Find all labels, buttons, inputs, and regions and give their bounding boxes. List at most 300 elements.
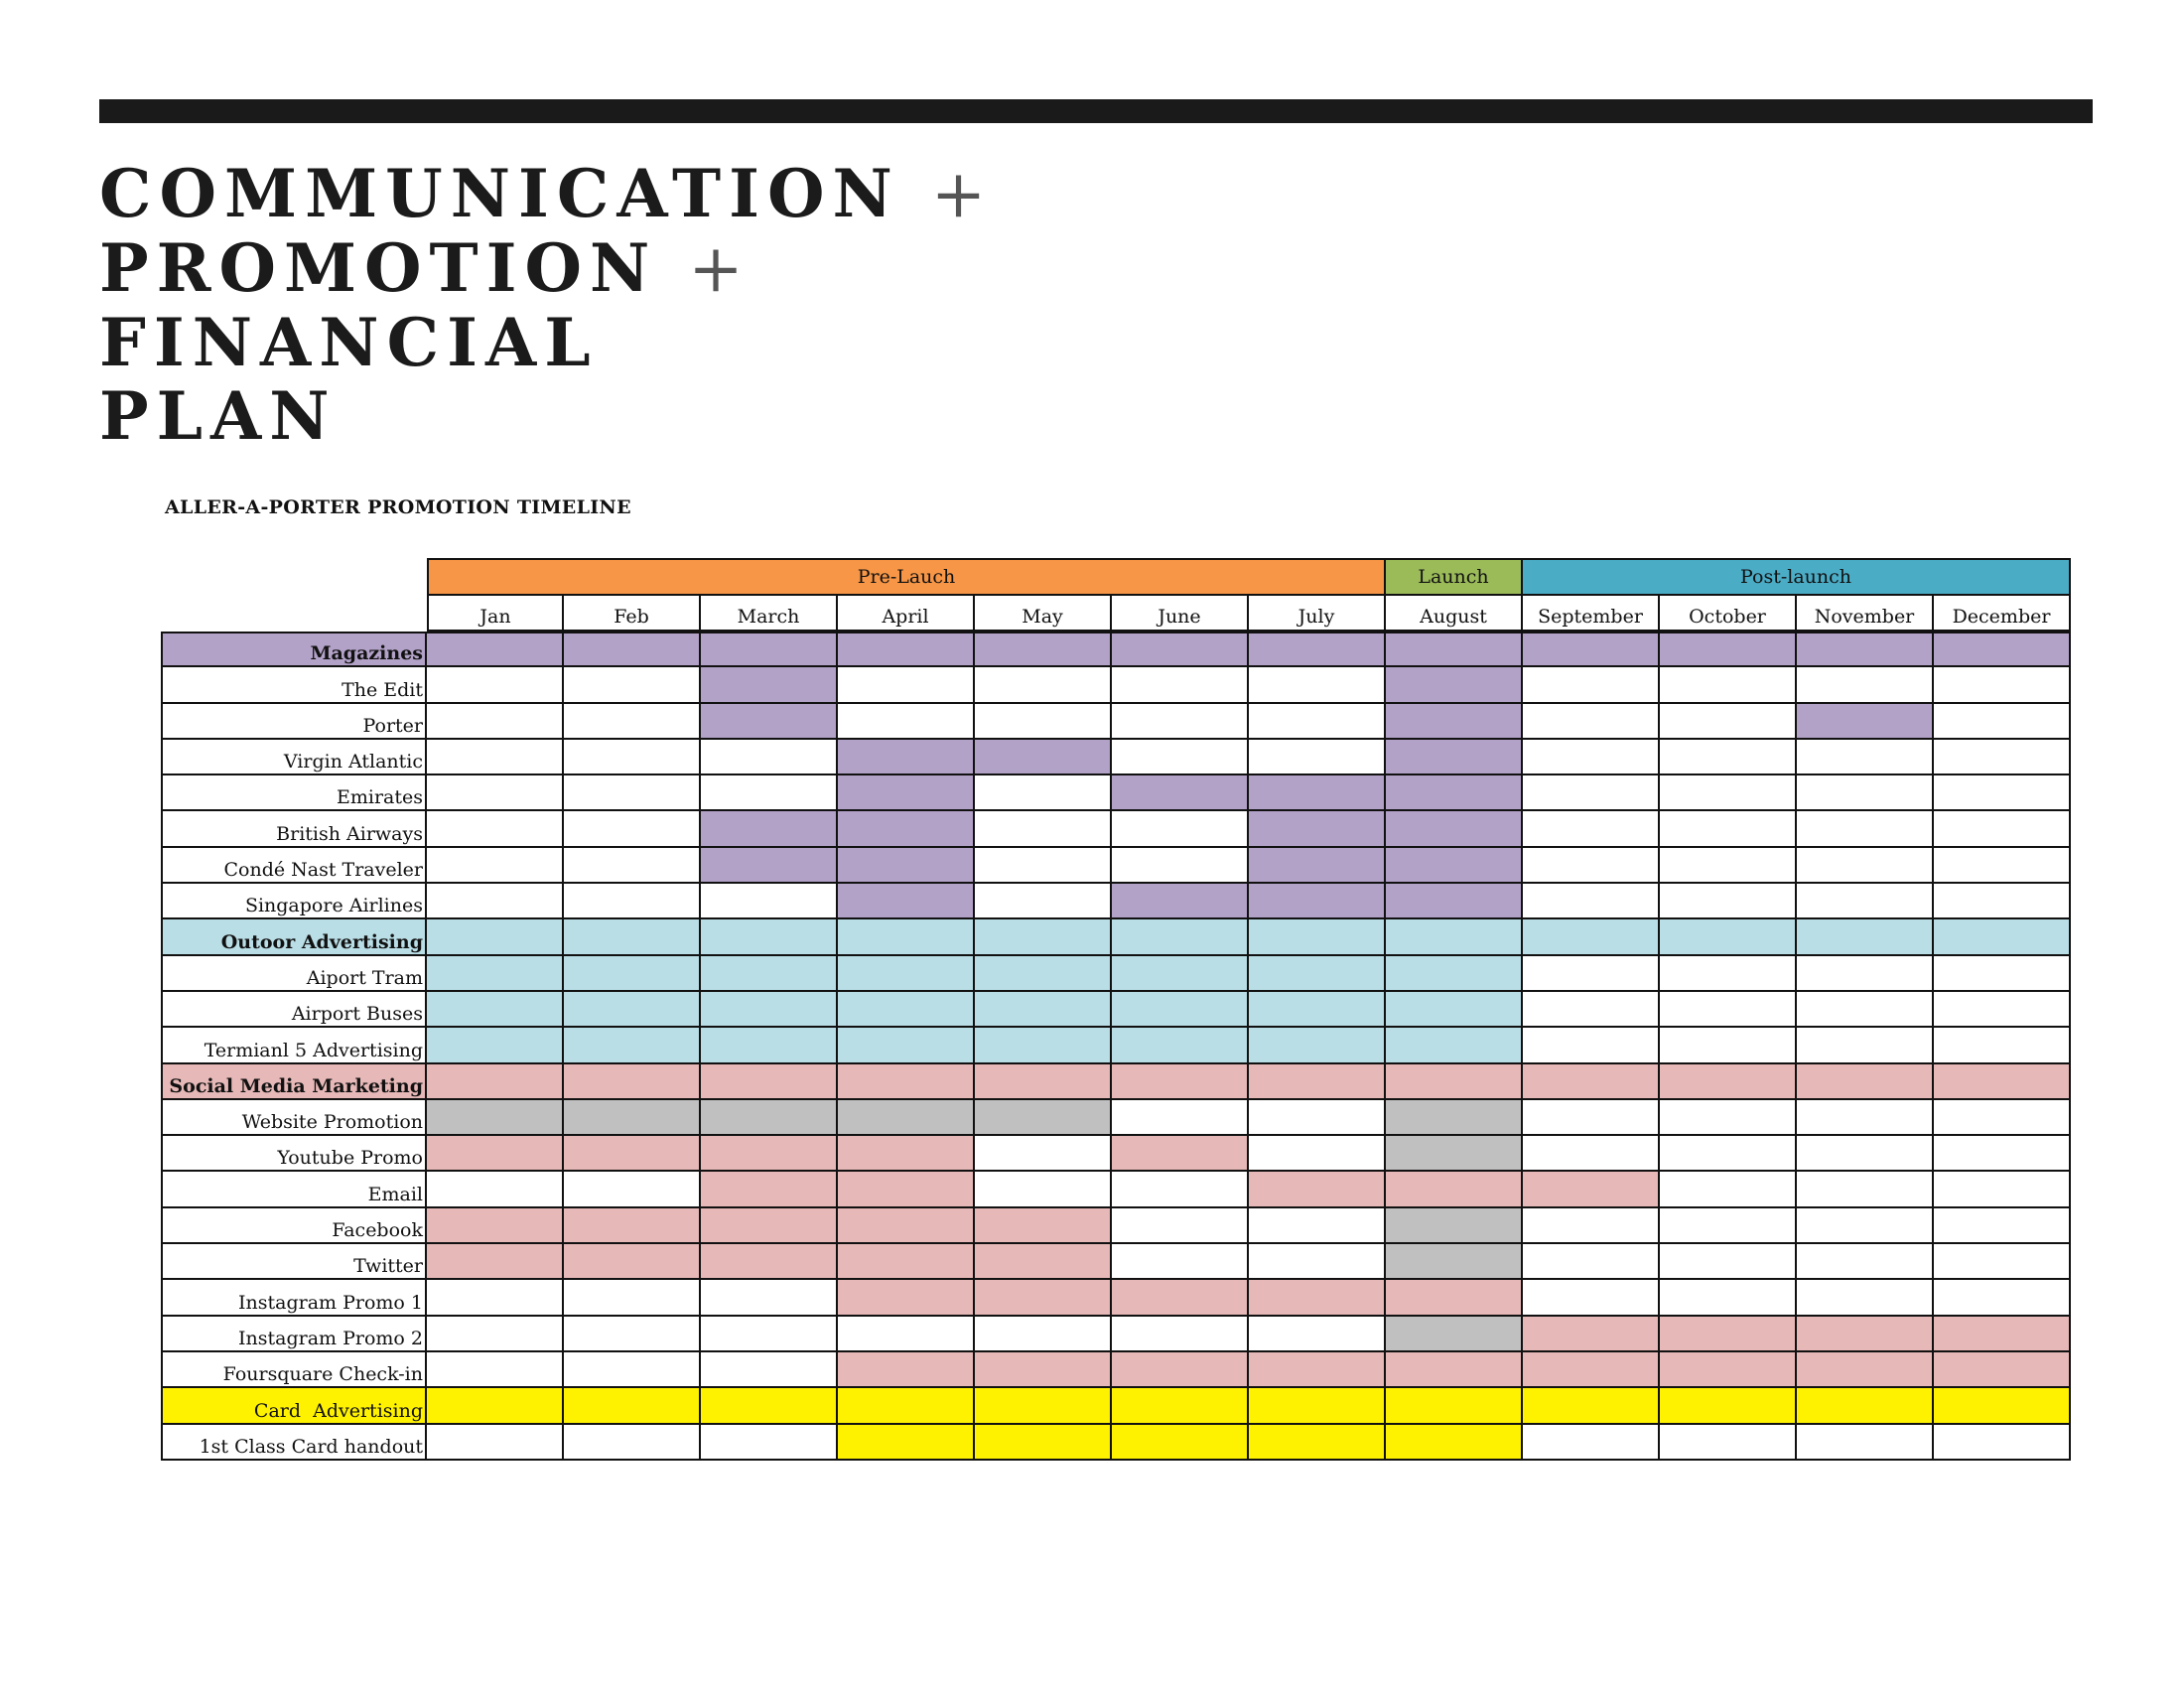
- timeline-cell: [1660, 1317, 1797, 1352]
- timeline-cell: [427, 1136, 564, 1172]
- timeline-cell: [427, 956, 564, 992]
- timeline-cell: [1249, 811, 1386, 847]
- timeline-cell: [838, 1028, 975, 1063]
- phase-header: Pre-Lauch: [427, 558, 1386, 596]
- timeline-cell: [1112, 1244, 1249, 1280]
- timeline-cell: [564, 919, 701, 955]
- timeline-cell: [1523, 667, 1660, 703]
- timeline-cell: [1660, 811, 1797, 847]
- timeline-cell: [1934, 884, 2071, 919]
- row-label: The Edit: [161, 667, 427, 703]
- timeline-cell: [838, 1425, 975, 1461]
- timeline-cell: [975, 1028, 1112, 1063]
- timeline-cell: [701, 1280, 838, 1316]
- timeline-cell: [1660, 1352, 1797, 1388]
- timeline-cell: [1386, 1244, 1523, 1280]
- header-spacer: [161, 558, 427, 596]
- timeline-cell: [1523, 1317, 1660, 1352]
- timeline-cell: [427, 1317, 564, 1352]
- timeline-cell: [1249, 1317, 1386, 1352]
- timeline-cell: [1386, 740, 1523, 775]
- timeline-cell: [564, 1064, 701, 1100]
- timeline-cell: [1386, 811, 1523, 847]
- timeline-cell: [1112, 848, 1249, 884]
- timeline-cell: [427, 740, 564, 775]
- row-label: Emirates: [161, 775, 427, 811]
- row-label: Instagram Promo 1: [161, 1280, 427, 1316]
- title-line-1: COMMUNICATION +: [99, 155, 995, 232]
- month-header: August: [1386, 596, 1523, 632]
- timeline-cell: [838, 919, 975, 955]
- timeline-cell: [838, 884, 975, 919]
- timeline-cell: [1934, 811, 2071, 847]
- timeline-cell: [1112, 919, 1249, 955]
- timeline-cell: [1386, 1208, 1523, 1244]
- timeline-cell: [1660, 1388, 1797, 1424]
- timeline-cell: [1660, 1136, 1797, 1172]
- row-label: 1st Class Card handout: [161, 1425, 427, 1461]
- timeline-cell: [975, 884, 1112, 919]
- timeline-cell: [975, 1064, 1112, 1100]
- timeline-cell: [1386, 775, 1523, 811]
- timeline-cell: [564, 1028, 701, 1063]
- timeline-cell: [975, 1172, 1112, 1207]
- timeline-cell: [427, 848, 564, 884]
- timeline-cell: [1660, 667, 1797, 703]
- timeline-cell: [1249, 740, 1386, 775]
- timeline-cell: [701, 1172, 838, 1207]
- timeline-cell: [1797, 1425, 1934, 1461]
- timeline-cell: [838, 848, 975, 884]
- timeline-cell: [975, 1317, 1112, 1352]
- timeline-cell: [838, 775, 975, 811]
- timeline-cell: [1660, 919, 1797, 955]
- timeline-cell: [838, 740, 975, 775]
- timeline-cell: [1660, 740, 1797, 775]
- timeline-cell: [1112, 632, 1249, 667]
- timeline-cell: [975, 1100, 1112, 1136]
- timeline-cell: [1934, 1352, 2071, 1388]
- timeline-cell: [1112, 740, 1249, 775]
- timeline-cell: [701, 667, 838, 703]
- timeline-cell: [1386, 1100, 1523, 1136]
- timeline-cell: [564, 811, 701, 847]
- timeline-cell: [1112, 1425, 1249, 1461]
- timeline-cell: [564, 1244, 701, 1280]
- category-label: Social Media Marketing: [161, 1064, 427, 1100]
- timeline-cell: [1249, 1172, 1386, 1207]
- timeline-cell: [838, 992, 975, 1028]
- timeline-cell: [1934, 704, 2071, 740]
- timeline-cell: [1797, 1208, 1934, 1244]
- timeline-cell: [564, 704, 701, 740]
- timeline-cell: [1934, 1136, 2071, 1172]
- timeline-cell: [838, 1352, 975, 1388]
- timeline-cell: [1934, 1100, 2071, 1136]
- timeline-cell: [1660, 1064, 1797, 1100]
- timeline-cell: [1249, 667, 1386, 703]
- timeline-cell: [1523, 740, 1660, 775]
- timeline-cell: [838, 956, 975, 992]
- timeline-cell: [1112, 704, 1249, 740]
- timeline-cell: [838, 632, 975, 667]
- month-header: November: [1797, 596, 1934, 632]
- timeline-cell: [1934, 775, 2071, 811]
- timeline-cell: [1386, 632, 1523, 667]
- timeline-cell: [838, 811, 975, 847]
- timeline-cell: [1249, 919, 1386, 955]
- timeline-cell: [1386, 884, 1523, 919]
- timeline-cell: [975, 992, 1112, 1028]
- timeline-cell: [975, 956, 1112, 992]
- row-label: Condé Nast Traveler: [161, 848, 427, 884]
- row-label: Foursquare Check-in: [161, 1352, 427, 1388]
- timeline-cell: [1797, 1028, 1934, 1063]
- timeline-cell: [1112, 1064, 1249, 1100]
- timeline-cell: [975, 667, 1112, 703]
- timeline-cell: [701, 632, 838, 667]
- timeline-cell: [1523, 811, 1660, 847]
- timeline-cell: [1249, 1028, 1386, 1063]
- month-header: March: [701, 596, 838, 632]
- category-label: Outoor Advertising: [161, 919, 427, 955]
- timeline-cell: [838, 704, 975, 740]
- timeline-cell: [1660, 632, 1797, 667]
- timeline-cell: [1386, 1352, 1523, 1388]
- title-line-4: PLAN: [99, 377, 338, 455]
- timeline-cell: [1797, 1388, 1934, 1424]
- timeline-cell: [564, 1100, 701, 1136]
- month-header: June: [1112, 596, 1249, 632]
- timeline-cell: [701, 1064, 838, 1100]
- timeline-cell: [1386, 848, 1523, 884]
- timeline-cell: [1934, 1208, 2071, 1244]
- timeline-cell: [975, 775, 1112, 811]
- timeline-cell: [564, 632, 701, 667]
- timeline-cell: [1386, 704, 1523, 740]
- timeline-cell: [427, 632, 564, 667]
- timeline-cell: [1797, 775, 1934, 811]
- timeline-cell: [1934, 848, 2071, 884]
- timeline-cell: [427, 1280, 564, 1316]
- month-header: April: [838, 596, 975, 632]
- timeline-cell: [838, 1244, 975, 1280]
- timeline-cell: [1112, 1028, 1249, 1063]
- timeline-cell: [1660, 1208, 1797, 1244]
- timeline-cell: [1797, 1136, 1934, 1172]
- promotion-timeline-table: [161, 558, 2071, 1461]
- timeline-cell: [701, 1352, 838, 1388]
- timeline-cell: [701, 956, 838, 992]
- timeline-cell: [1660, 956, 1797, 992]
- timeline-cell: [1249, 992, 1386, 1028]
- timeline-cell: [564, 848, 701, 884]
- timeline-cell: [1386, 919, 1523, 955]
- timeline-cell: [427, 884, 564, 919]
- timeline-cell: [1934, 1280, 2071, 1316]
- timeline-cell: [1797, 1064, 1934, 1100]
- timeline-cell: [1523, 884, 1660, 919]
- timeline-cell: [1523, 848, 1660, 884]
- row-label: Email: [161, 1172, 427, 1207]
- timeline-cell: [701, 1425, 838, 1461]
- timeline-cell: [1249, 1064, 1386, 1100]
- row-label: Termianl 5 Advertising: [161, 1028, 427, 1063]
- timeline-cell: [1934, 1064, 2071, 1100]
- timeline-cell: [701, 775, 838, 811]
- timeline-cell: [1249, 1388, 1386, 1424]
- timeline-cell: [1523, 1280, 1660, 1316]
- timeline-cell: [975, 1280, 1112, 1316]
- timeline-cell: [975, 1352, 1112, 1388]
- timeline-cell: [564, 992, 701, 1028]
- timeline-cell: [1112, 1317, 1249, 1352]
- timeline-cell: [975, 848, 1112, 884]
- timeline-cell: [1934, 1172, 2071, 1207]
- timeline-cell: [427, 1425, 564, 1461]
- timeline-cell: [1797, 667, 1934, 703]
- timeline-cell: [427, 667, 564, 703]
- timeline-cell: [1934, 667, 2071, 703]
- timeline-cell: [838, 1136, 975, 1172]
- row-label: Aiport Tram: [161, 956, 427, 992]
- timeline-cell: [701, 811, 838, 847]
- timeline-cell: [1797, 1317, 1934, 1352]
- timeline-cell: [1660, 704, 1797, 740]
- timeline-cell: [1934, 740, 2071, 775]
- timeline-cell: [1112, 1280, 1249, 1316]
- timeline-cell: [701, 1208, 838, 1244]
- timeline-cell: [1249, 848, 1386, 884]
- timeline-cell: [1797, 1280, 1934, 1316]
- timeline-cell: [975, 740, 1112, 775]
- timeline-cell: [1386, 1136, 1523, 1172]
- timeline-cell: [838, 1100, 975, 1136]
- timeline-cell: [1797, 848, 1934, 884]
- timeline-cell: [564, 667, 701, 703]
- row-label: Singapore Airlines: [161, 884, 427, 919]
- timeline-cell: [1249, 1352, 1386, 1388]
- timeline-cell: [975, 919, 1112, 955]
- timeline-cell: [1112, 956, 1249, 992]
- row-label: Card Advertising: [161, 1388, 427, 1424]
- timeline-cell: [701, 1028, 838, 1063]
- timeline-cell: [838, 1388, 975, 1424]
- timeline-cell: [1523, 1100, 1660, 1136]
- timeline-cell: [564, 775, 701, 811]
- timeline-cell: [701, 1100, 838, 1136]
- timeline-cell: [1249, 1280, 1386, 1316]
- timeline-cell: [1660, 1244, 1797, 1280]
- timeline-cell: [1934, 919, 2071, 955]
- timeline-cell: [1934, 956, 2071, 992]
- timeline-cell: [564, 1172, 701, 1207]
- timeline-cell: [975, 632, 1112, 667]
- timeline-cell: [427, 1064, 564, 1100]
- timeline-cell: [1660, 1425, 1797, 1461]
- timeline-cell: [1797, 632, 1934, 667]
- timeline-cell: [1797, 884, 1934, 919]
- phase-header: Post-launch: [1523, 558, 2071, 596]
- timeline-cell: [427, 992, 564, 1028]
- category-label: Magazines: [161, 632, 427, 667]
- timeline-cell: [838, 667, 975, 703]
- timeline-cell: [1797, 704, 1934, 740]
- timeline-cell: [1797, 956, 1934, 992]
- timeline-cell: [701, 919, 838, 955]
- row-label: Youtube Promo: [161, 1136, 427, 1172]
- row-label: Porter: [161, 704, 427, 740]
- timeline-cell: [701, 1136, 838, 1172]
- month-header: Feb: [564, 596, 701, 632]
- timeline-cell: [1660, 884, 1797, 919]
- timeline-cell: [1112, 1100, 1249, 1136]
- month-header: October: [1660, 596, 1797, 632]
- timeline-cell: [1523, 632, 1660, 667]
- timeline-cell: [701, 992, 838, 1028]
- timeline-cell: [701, 1317, 838, 1352]
- month-header: September: [1523, 596, 1660, 632]
- timeline-cell: [1934, 1244, 2071, 1280]
- timeline-cell: [975, 1136, 1112, 1172]
- row-label: Virgin Atlantic: [161, 740, 427, 775]
- timeline-cell: [1660, 1100, 1797, 1136]
- timeline-cell: [1112, 1208, 1249, 1244]
- timeline-cell: [564, 740, 701, 775]
- timeline-cell: [1660, 1172, 1797, 1207]
- timeline-cell: [1386, 992, 1523, 1028]
- timeline-cell: [1523, 1352, 1660, 1388]
- timeline-cell: [975, 1388, 1112, 1424]
- timeline-cell: [1934, 632, 2071, 667]
- timeline-cell: [1249, 1208, 1386, 1244]
- phase-header: Launch: [1386, 558, 1523, 596]
- timeline-cell: [1112, 1136, 1249, 1172]
- timeline-cell: [1523, 956, 1660, 992]
- timeline-cell: [427, 1208, 564, 1244]
- timeline-cell: [838, 1064, 975, 1100]
- timeline-cell: [701, 704, 838, 740]
- row-label: Facebook: [161, 1208, 427, 1244]
- timeline-cell: [427, 1352, 564, 1388]
- timeline-cell: [564, 884, 701, 919]
- timeline-cell: [564, 1317, 701, 1352]
- timeline-cell: [1934, 1317, 2071, 1352]
- timeline-cell: [564, 1136, 701, 1172]
- timeline-cell: [1386, 667, 1523, 703]
- timeline-cell: [1386, 956, 1523, 992]
- row-label: Website Promotion: [161, 1100, 427, 1136]
- timeline-cell: [1797, 1244, 1934, 1280]
- timeline-cell: [1249, 956, 1386, 992]
- timeline-cell: [564, 1280, 701, 1316]
- row-label: British Airways: [161, 811, 427, 847]
- timeline-cell: [1660, 775, 1797, 811]
- timeline-cell: [1523, 1244, 1660, 1280]
- timeline-cell: [1660, 1028, 1797, 1063]
- timeline-cell: [701, 1244, 838, 1280]
- row-label: Instagram Promo 2: [161, 1317, 427, 1352]
- month-header: July: [1249, 596, 1386, 632]
- timeline-cell: [975, 1425, 1112, 1461]
- timeline-cell: [1112, 1172, 1249, 1207]
- timeline-cell: [1523, 1388, 1660, 1424]
- timeline-cell: [1386, 1425, 1523, 1461]
- timeline-cell: [1797, 1172, 1934, 1207]
- timeline-cell: [564, 956, 701, 992]
- timeline-cell: [427, 1100, 564, 1136]
- timeline-cell: [1112, 1352, 1249, 1388]
- timeline-cell: [975, 704, 1112, 740]
- timeline-cell: [1523, 1136, 1660, 1172]
- timeline-cell: [975, 1244, 1112, 1280]
- timeline-cell: [564, 1388, 701, 1424]
- timeline-cell: [838, 1280, 975, 1316]
- month-header: May: [975, 596, 1112, 632]
- timeline-cell: [1112, 1388, 1249, 1424]
- timeline-cell: [1249, 1136, 1386, 1172]
- title-line-3: FINANCIAL: [99, 304, 599, 381]
- timeline-cell: [838, 1172, 975, 1207]
- timeline-cell: [701, 740, 838, 775]
- timeline-cell: [1249, 704, 1386, 740]
- month-header: December: [1934, 596, 2071, 632]
- timeline-cell: [427, 1028, 564, 1063]
- month-header-spacer: [161, 596, 427, 632]
- timeline-cell: [427, 704, 564, 740]
- timeline-cell: [1797, 811, 1934, 847]
- timeline-cell: [1523, 1208, 1660, 1244]
- month-header: Jan: [427, 596, 564, 632]
- timeline-cell: [1934, 992, 2071, 1028]
- timeline-cell: [1523, 1425, 1660, 1461]
- timeline-cell: [564, 1208, 701, 1244]
- timeline-cell: [1797, 1352, 1934, 1388]
- timeline-cell: [1386, 1028, 1523, 1063]
- timeline-cell: [1249, 775, 1386, 811]
- timeline-cell: [975, 1208, 1112, 1244]
- timeline-cell: [427, 919, 564, 955]
- page-title: [99, 157, 994, 453]
- timeline-cell: [1523, 992, 1660, 1028]
- timeline-cell: [427, 775, 564, 811]
- row-label: Twitter: [161, 1244, 427, 1280]
- timeline-cell: [975, 811, 1112, 847]
- timeline-cell: [1934, 1388, 2071, 1424]
- timeline-cell: [1660, 992, 1797, 1028]
- timeline-cell: [1797, 919, 1934, 955]
- timeline-cell: [1386, 1172, 1523, 1207]
- timeline-cell: [701, 848, 838, 884]
- timeline-cell: [1249, 1244, 1386, 1280]
- timeline-cell: [1797, 1100, 1934, 1136]
- timeline-cell: [1386, 1317, 1523, 1352]
- timeline-cell: [1523, 919, 1660, 955]
- timeline-cell: [1660, 848, 1797, 884]
- timeline-cell: [1112, 884, 1249, 919]
- timeline-cell: [1249, 884, 1386, 919]
- timeline-cell: [1523, 1064, 1660, 1100]
- timeline-cell: [1249, 1100, 1386, 1136]
- header-rule: [99, 99, 2093, 123]
- timeline-cell: [1249, 1425, 1386, 1461]
- timeline-cell: [427, 811, 564, 847]
- timeline-cell: [1660, 1280, 1797, 1316]
- timeline-cell: [1934, 1425, 2071, 1461]
- timeline-cell: [427, 1388, 564, 1424]
- timeline-cell: [427, 1244, 564, 1280]
- timeline-cell: [701, 1388, 838, 1424]
